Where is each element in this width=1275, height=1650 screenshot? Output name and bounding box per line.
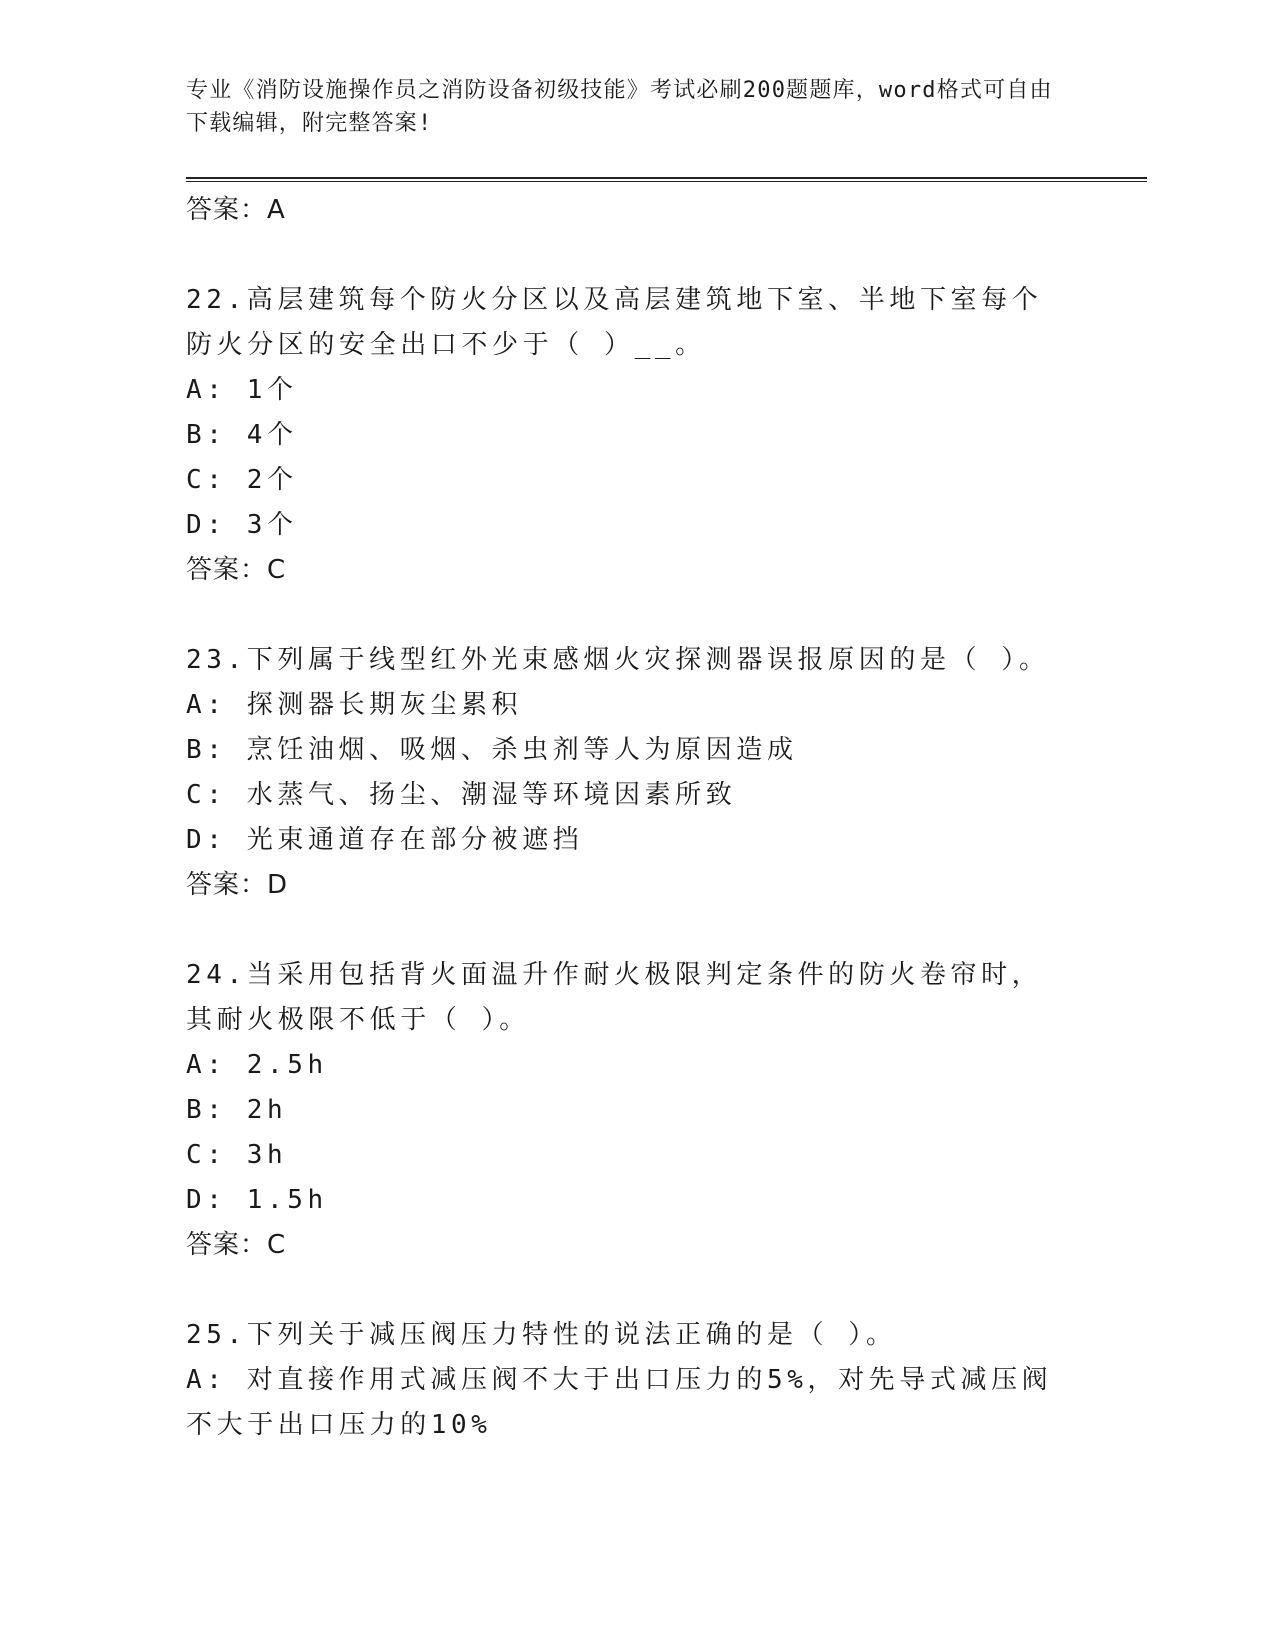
question-23-answer: 答案：D [186,870,289,900]
spacer [186,592,1066,638]
question-22-text: 22.高层建筑每个防火分区以及高层建筑地下室、半地下室每个防火分区的安全出口不少于（ ）__。 [186,285,1043,360]
spacer [186,232,1066,278]
spacer [186,907,1066,953]
question-list [186,188,1066,1448]
question-22-answer: 答案：C [186,555,287,585]
spacer [186,1267,1066,1313]
question-23-text: 23.下列属于线型红外光束感烟火灾探测器误报原因的是（ ）。 [186,645,1050,675]
question-24-text: 24.当采用包括背火面温升作耐火极限判定条件的防火卷帘时，其耐火极限不低于（ ）。 [186,960,1043,1035]
answer-line: 答案：A [186,195,286,225]
question-25-option-a: A: 对直接作用式减压阀不大于出口压力的5%，对先导式减压阀不大于出口压力的10% [186,1365,1053,1440]
question-24-option-a: A: 2.5h [186,1050,328,1080]
question-22-option-c: C: 2个 [186,465,298,495]
question-25-text: 25.下列关于减压阀压力特性的说法正确的是（ ）。 [186,1320,897,1350]
header-divider-thin [186,181,1147,182]
question-24-option-b: B: 2h [186,1095,288,1125]
question-24-option-c: C: 3h [186,1140,288,1170]
question-23-option-c: C: 水蒸气、扬尘、潮湿等环境因素所致 [186,780,737,810]
question-23-option-b: B: 烹饪油烟、吸烟、杀虫剂等人为原因造成 [186,735,798,765]
document-header: 专业《消防设施操作员之消防设备初级技能》考试必刷200题题库，word格式可自由下载编辑，附完整答案! [186,78,1053,136]
question-23-option-d: D: 光束通道存在部分被遮挡 [186,825,584,855]
question-22-option-a: A: 1个 [186,375,298,405]
question-22-option-b: B: 4个 [186,420,298,450]
question-24-option-d: D: 1.5h [186,1185,328,1215]
header-divider [186,177,1147,179]
question-22-option-d: D: 3个 [186,510,298,540]
question-24-answer: 答案：C [186,1230,287,1260]
question-23-option-a: A: 探测器长期灰尘累积 [186,690,523,720]
